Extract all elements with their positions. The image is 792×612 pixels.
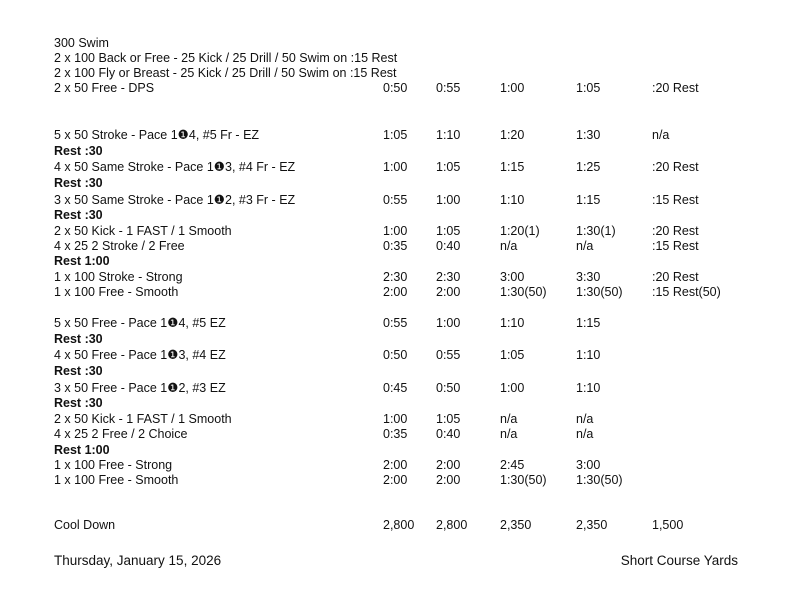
course-type: Short Course Yards [620,553,738,568]
set-description: 300 Swim [54,36,109,50]
set-description: Rest :30 [54,144,103,158]
interval-3: 1:00 [500,381,525,395]
workout-date: Thursday, January 15, 2026 [54,553,222,568]
rest-note: n/a [652,128,670,142]
interval-2: 1:05 [436,412,461,426]
set-description: 5 x 50 Stroke - Pace 1❶4, #5 Fr - EZ [54,128,260,142]
interval-4: 2,350 [576,518,608,532]
interval-4: 3:30 [576,270,601,284]
set-line [54,160,754,175]
set-line [54,270,754,285]
set-description: 2 x 100 Back or Free - 25 Kick / 25 Drill / 50 Swim on :15 Rest [54,51,398,65]
rest-note: :15 Rest(50) [652,285,721,299]
interval-3: 3:00 [500,270,525,284]
set-line [54,36,754,51]
set-description: 3 x 50 Same Stroke - Pace 1❶2, #3 Fr - EZ [54,193,296,207]
set-description: 1 x 100 Free - Strong [54,458,173,472]
interval-1: 2:00 [383,285,408,299]
set-line [54,51,754,66]
set-line [54,412,754,427]
workout-lines [54,0,754,560]
set-description: 1 x 100 Stroke - Strong [54,270,183,284]
interval-3: 1:20 [500,128,525,142]
set-line [54,193,754,208]
interval-1: 2:00 [383,473,408,487]
interval-3: 1:30(50) [500,473,547,487]
interval-2: 0:50 [436,381,461,395]
interval-4: 1:10 [576,381,601,395]
set-description: Rest :30 [54,396,103,410]
rest-line [54,254,754,269]
set-line [54,473,754,488]
interval-3: 1:05 [500,348,525,362]
set-description: 2 x 100 Fly or Breast - 25 Kick / 25 Drill / 50 Swim on :15 Rest [54,66,397,80]
interval-1: 0:55 [383,316,408,330]
set-description: 3 x 50 Free - Pace 1❶2, #3 EZ [54,381,226,395]
set-line [54,518,754,533]
interval-3: 1:00 [500,81,525,95]
interval-1: 1:00 [383,412,408,426]
interval-4: 1:05 [576,81,601,95]
rest-note: :20 Rest [652,224,699,238]
set-line [54,224,754,239]
interval-1: 0:45 [383,381,408,395]
interval-1: 1:00 [383,224,408,238]
interval-3: n/a [500,412,518,426]
rest-note: 1,500 [652,518,684,532]
interval-1: 0:55 [383,193,408,207]
interval-1: 2:30 [383,270,408,284]
rest-line [54,396,754,411]
interval-2: 2:00 [436,458,461,472]
interval-2: 1:00 [436,316,461,330]
set-description: Rest :30 [54,208,103,222]
interval-3: n/a [500,427,518,441]
set-description: 4 x 25 2 Free / 2 Choice [54,427,188,441]
interval-2: 2:00 [436,285,461,299]
interval-2: 1:00 [436,193,461,207]
set-description: 2 x 50 Kick - 1 FAST / 1 Smooth [54,412,232,426]
set-description: Rest :30 [54,176,103,190]
interval-4: n/a [576,412,594,426]
set-description: Rest 1:00 [54,254,110,268]
interval-2: 2,800 [436,518,468,532]
set-line [54,128,754,143]
interval-2: 1:05 [436,224,461,238]
set-line [54,239,754,254]
rest-line [54,176,754,191]
interval-4: n/a [576,239,594,253]
rest-note: :15 Rest [652,193,699,207]
set-description: 1 x 100 Free - Smooth [54,285,179,299]
interval-4: 1:30(50) [576,285,623,299]
set-line [54,348,754,363]
interval-2: 0:55 [436,81,461,95]
set-description: 4 x 50 Same Stroke - Pace 1❶3, #4 Fr - EZ [54,160,296,174]
interval-2: 0:55 [436,348,461,362]
interval-4: 1:30(50) [576,473,623,487]
interval-3: 1:10 [500,193,525,207]
interval-1: 1:00 [383,160,408,174]
rest-line [54,443,754,458]
set-line [54,66,754,81]
rest-note: :20 Rest [652,160,699,174]
interval-4: 3:00 [576,458,601,472]
interval-3: n/a [500,239,518,253]
set-description: 2 x 50 Free - DPS [54,81,155,95]
rest-line [54,332,754,347]
interval-1: 1:05 [383,128,408,142]
set-description: 5 x 50 Free - Pace 1❶4, #5 EZ [54,316,226,330]
rest-note: :20 Rest [652,81,699,95]
interval-1: 0:35 [383,239,408,253]
interval-2: 1:05 [436,160,461,174]
rest-line [54,208,754,223]
interval-4: 1:15 [576,316,601,330]
interval-2: 2:00 [436,473,461,487]
interval-3: 1:20(1) [500,224,540,238]
set-line [54,381,754,396]
interval-1: 0:50 [383,348,408,362]
interval-1: 2:00 [383,458,408,472]
set-description: 4 x 50 Free - Pace 1❶3, #4 EZ [54,348,226,362]
interval-2: 0:40 [436,427,461,441]
interval-1: 0:50 [383,81,408,95]
interval-4: 1:30 [576,128,601,142]
set-line [54,285,754,300]
interval-3: 1:30(50) [500,285,547,299]
interval-4: 1:25 [576,160,601,174]
interval-3: 1:15 [500,160,525,174]
set-description: 1 x 100 Free - Smooth [54,473,179,487]
rest-note: :20 Rest [652,270,699,284]
rest-line [54,364,754,379]
set-line [54,316,754,331]
interval-1: 0:35 [383,427,408,441]
interval-3: 2:45 [500,458,525,472]
set-line [54,81,754,96]
set-line [54,427,754,442]
rest-line [54,144,754,159]
set-line [54,458,754,473]
interval-3: 2,350 [500,518,532,532]
set-description: Rest :30 [54,332,103,346]
set-description: 4 x 25 2 Stroke / 2 Free [54,239,185,253]
interval-3: 1:10 [500,316,525,330]
set-description: Rest :30 [54,364,103,378]
set-description: 2 x 50 Kick - 1 FAST / 1 Smooth [54,224,232,238]
interval-4: 1:10 [576,348,601,362]
interval-4: 1:30(1) [576,224,616,238]
interval-1: 2,800 [383,518,415,532]
interval-2: 0:40 [436,239,461,253]
set-description: Cool Down [54,518,116,532]
interval-2: 2:30 [436,270,461,284]
set-description: Rest 1:00 [54,443,110,457]
interval-2: 1:10 [436,128,461,142]
interval-4: 1:15 [576,193,601,207]
interval-4: n/a [576,427,594,441]
rest-note: :15 Rest [652,239,699,253]
